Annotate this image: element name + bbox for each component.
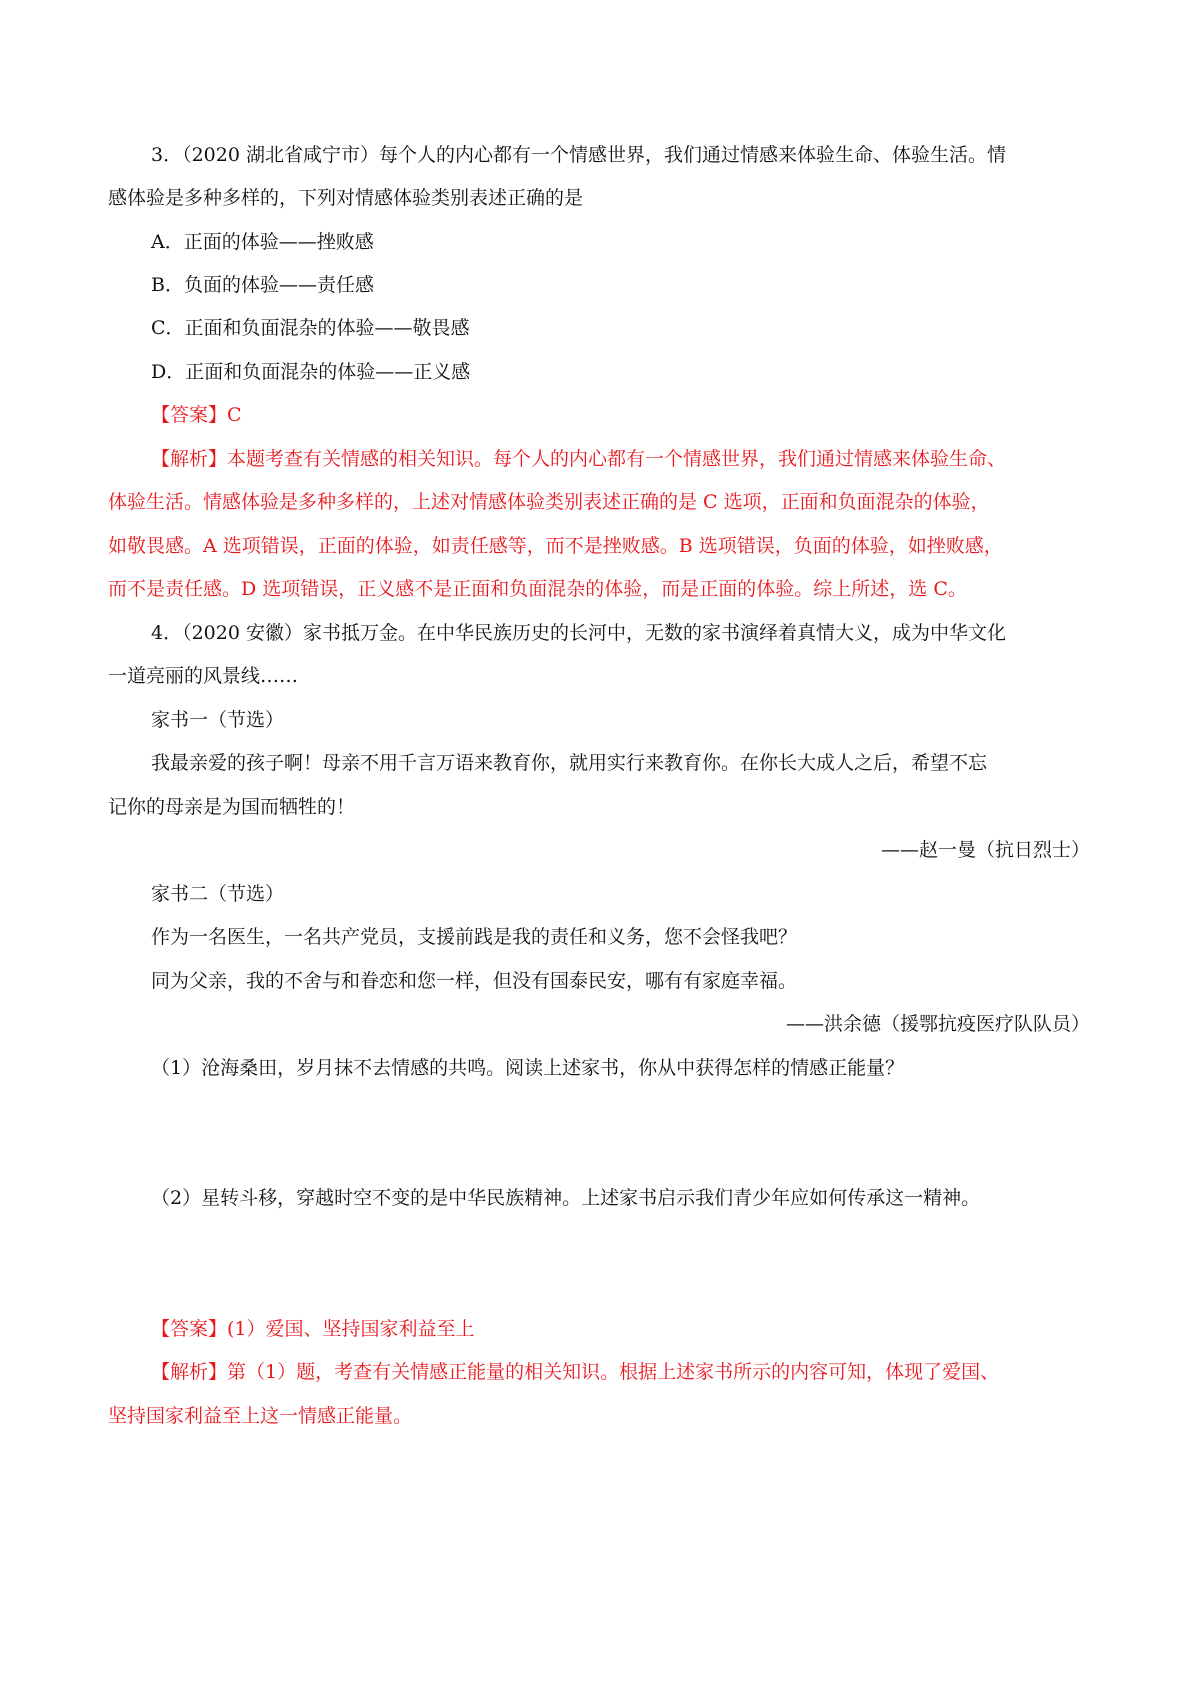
q3-analysis-line4: 而不是责任感。D 选项错误，正义感不是正面和负面混杂的体验，而是正面的体验。综上所述，选 C。 bbox=[108, 578, 967, 600]
q4-stem-line1: 4．（2020 安徽）家书抵万金。在中华民族历史的长河中，无数的家书演绎着真情大义，成为中华文化 bbox=[151, 622, 1006, 644]
q3-answer: 【答案】C bbox=[151, 404, 242, 426]
letter2-title: 家书二（节选） bbox=[151, 883, 285, 905]
q3-analysis-line2: 体验生活。情感体验是多种多样的，上述对情感体验类别表述正确的是 C 选项，正面和负面混杂的体验， bbox=[108, 491, 990, 513]
q4-answer: 【答案】(1）爱国、坚持国家利益至上 bbox=[151, 1318, 475, 1340]
q3-stem-line2: 感体验是多种多样的，下列对情感体验类别表述正确的是 bbox=[108, 187, 584, 209]
letter1-signature: ——赵一曼（抗日烈士） bbox=[880, 839, 1090, 861]
q3-option-b: B．负面的体验——责任感 bbox=[151, 274, 374, 296]
q3-option-a: A．正面的体验——挫败感 bbox=[151, 231, 374, 253]
q4-analysis-line1: 【解析】第（1）题，考查有关情感正能量的相关知识。根据上述家书所示的内容可知，体现了爱国、 bbox=[151, 1361, 1000, 1383]
q4-subquestion-2: （2）星转斗移，穿越时空不变的是中华民族精神。上述家书启示我们青少年应如何传承这一精神。 bbox=[151, 1187, 981, 1209]
letter2-body-line2: 同为父亲，我的不舍与和眷恋和您一样，但没有国泰民安，哪有有家庭幸福。 bbox=[151, 970, 798, 992]
letter2-body-line1: 作为一名医生，一名共产党员，支援前践是我的责任和义务，您不会怪我吧？ bbox=[151, 926, 798, 948]
q3-option-c: C．正面和负面混杂的体验——敬畏感 bbox=[151, 317, 470, 339]
letter1-body-line2: 记你的母亲是为国而牺牲的！ bbox=[108, 796, 356, 818]
q4-stem-line2: 一道亮丽的风景线…… bbox=[108, 665, 299, 687]
q3-analysis-line3: 如敬畏感。A 选项错误，正面的体验，如责任感等，而不是挫败感。B 选项错误，负面的体验，如挫败感， bbox=[108, 535, 1003, 557]
q4-subquestion-1: （1）沧海桑田，岁月抹不去情感的共鸣。阅读上述家书，你从中获得怎样的情感正能量？ bbox=[151, 1057, 905, 1079]
letter1-title: 家书一（节选） bbox=[151, 709, 285, 731]
letter1-body-line1: 我最亲爱的孩子啊！母亲不用千言万语来教育你，就用实行来教育你。在你长大成人之后，希望不忘 bbox=[151, 752, 988, 774]
q3-stem-line1: 3．（2020 湖北省咸宁市）每个人的内心都有一个情感世界，我们通过情感来体验生命、体验生活。情 bbox=[151, 144, 1006, 166]
q3-analysis-line1: 【解析】本题考查有关情感的相关知识。每个人的内心都有一个情感世界，我们通过情感来体验生命、 bbox=[151, 448, 1007, 470]
letter2-signature: ——洪余德（援鄂抗疫医疗队队员） bbox=[785, 1013, 1090, 1035]
q3-option-d: D．正面和负面混杂的体验——正义感 bbox=[151, 361, 471, 383]
q4-analysis-line2: 坚持国家利益至上这一情感正能量。 bbox=[108, 1405, 413, 1427]
